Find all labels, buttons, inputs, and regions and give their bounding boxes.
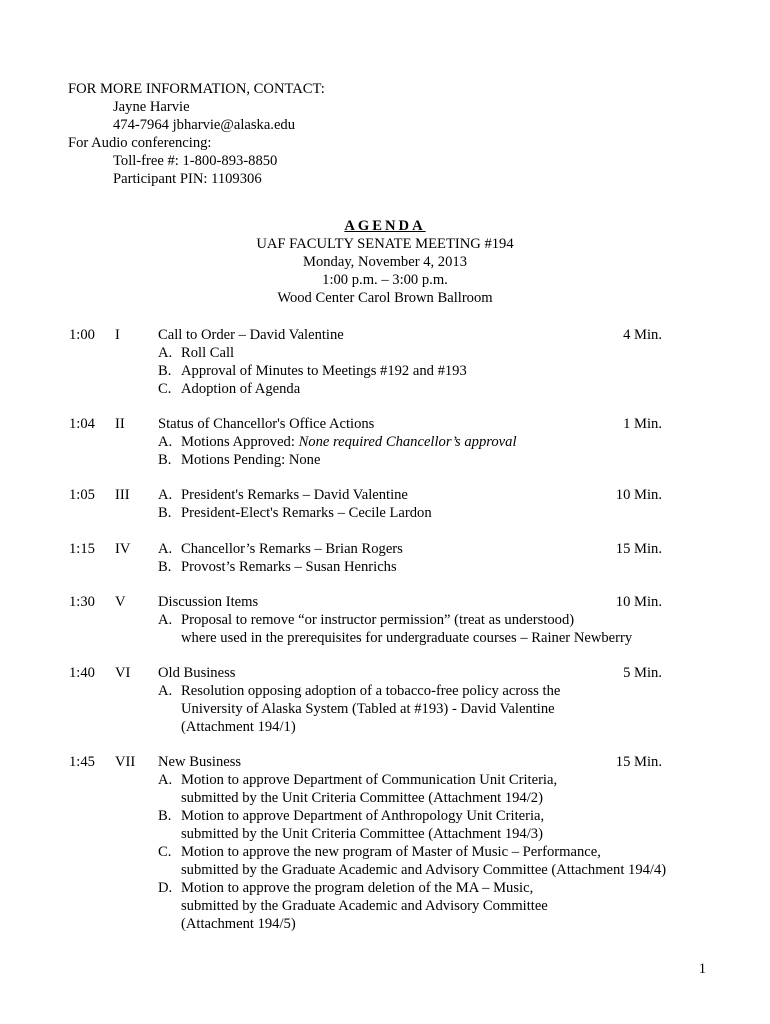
section-number: V [115,594,126,610]
section-time: 1:30 [69,594,95,610]
section-time: 1:45 [69,754,95,770]
agenda-item [158,879,666,897]
item-letter: B. [158,505,172,521]
agenda-item [158,558,403,576]
item-letter: D. [158,880,173,896]
tollfree-number: Toll-free #: 1-800-893-8850 [113,153,278,169]
page-number: 1 [698,961,706,977]
agenda-item [158,540,403,558]
section-duration: 1 Min. [623,416,662,432]
item-continuation: (Attachment 194/5) [181,916,296,932]
contact-phone-email: 474-7964 jbharvie@alaska.edu [113,117,296,133]
item-letter: A. [158,772,173,788]
item-continuation: where used in the prerequisites for undergraduate courses – Rainer Newberry [181,630,633,646]
meeting-location: Wood Center Carol Brown Ballroom [277,290,493,306]
item-text: Motions Pending: None [181,452,321,468]
section-number: IV [115,541,131,557]
item-text: Motion to approve Department of Anthropology Unit Criteria, [181,808,545,824]
meeting-time: 1:00 p.m. – 3:00 p.m. [322,272,448,288]
audio-heading: For Audio conferencing: [68,135,212,151]
item-text: Chancellor’s Remarks – Brian Rogers [181,541,403,557]
item-letter: A. [158,487,173,503]
agenda-item [158,682,560,700]
agenda-item [158,433,517,451]
section-time: 1:15 [69,541,95,557]
section-number: II [115,416,125,432]
item-text: Provost’s Remarks – Susan Henrichs [181,559,397,575]
contact-name: Jayne Harvie [113,99,190,115]
section-time: 1:00 [69,327,95,343]
item-text: Motion to approve Department of Communication Unit Criteria, [181,772,558,788]
section-number: VI [115,665,131,681]
section-time: 1:05 [69,487,95,503]
item-continuation: submitted by the Graduate Academic and Advisory Committee [181,898,548,914]
section-lines [158,415,517,469]
item-text: Proposal to remove “or instructor permission” (treat as understood) [181,612,575,628]
section-title: Old Business [158,665,236,681]
item-letter: A. [158,345,173,361]
section-number: I [115,327,120,343]
item-letter: A. [158,683,173,699]
item-continuation: University of Alaska System (Tabled at #193) - David Valentine [181,701,555,717]
section-lines [158,540,403,576]
item-text: President-Elect's Remarks – Cecile Lardon [181,505,432,521]
section-duration: 5 Min. [623,665,662,681]
section-duration: 15 Min. [615,541,662,557]
agenda-item [158,611,632,629]
section-lines [158,753,666,933]
section-duration: 10 Min. [615,594,662,610]
item-continuation: (Attachment 194/1) [181,719,296,735]
contact-block [68,80,325,188]
agenda-item [158,807,666,825]
item-text: Resolution opposing adoption of a tobacco-free policy across the [181,683,561,699]
agenda-item [158,451,517,469]
item-text: Roll Call [181,345,235,361]
section-title: New Business [158,754,242,770]
section-duration: 4 Min. [623,327,662,343]
agenda-item [158,843,666,861]
item-letter: A. [158,541,173,557]
agenda-heading [0,217,770,307]
agenda-item [158,380,467,398]
item-continuation: submitted by the Unit Criteria Committee (Attachment 194/2) [181,790,543,806]
section-duration: 10 Min. [615,487,662,503]
section-lines [158,593,632,647]
agenda-item [158,486,432,504]
section-title: Status of Chancellor's Office Actions [158,416,375,432]
item-text: Motions Approved: [181,434,299,450]
contact-heading: FOR MORE INFORMATION, CONTACT: [68,81,325,97]
section-number: VII [115,754,136,770]
section-title: Call to Order – David Valentine [158,327,344,343]
item-text: President's Remarks – David Valentine [181,487,408,503]
item-letter: A. [158,612,173,628]
item-letter: B. [158,559,172,575]
item-letter: C. [158,381,172,397]
item-text: Motion to approve the program deletion of the MA – Music, [181,880,534,896]
participant-pin: Participant PIN: 1109306 [113,171,262,187]
section-time: 1:04 [69,416,95,432]
section-lines [158,486,432,522]
item-continuation: submitted by the Graduate Academic and Advisory Committee (Attachment 194/4) [181,862,667,878]
item-letter: C. [158,844,172,860]
section-duration: 15 Min. [615,754,662,770]
section-title: Discussion Items [158,594,259,610]
agenda-item [158,344,467,362]
agenda-title: AGENDA [344,218,426,234]
agenda-item [158,771,666,789]
agenda-item [158,504,432,522]
item-letter: B. [158,363,172,379]
item-text: Approval of Minutes to Meetings #192 and #193 [181,363,467,379]
item-letter: A. [158,434,173,450]
section-time: 1:40 [69,665,95,681]
item-italic-text: None required Chancellor’s approval [298,434,517,450]
item-text: Adoption of Agenda [181,381,301,397]
section-number: III [115,487,130,503]
item-text: Motion to approve the new program of Master of Music – Performance, [181,844,601,860]
agenda-item [158,362,467,380]
item-letter: B. [158,452,172,468]
section-lines [158,326,467,398]
meeting-title: UAF FACULTY SENATE MEETING #194 [256,236,514,252]
item-letter: B. [158,808,172,824]
meeting-date: Monday, November 4, 2013 [302,254,467,270]
section-lines [158,664,560,736]
item-continuation: submitted by the Unit Criteria Committee (Attachment 194/3) [181,826,543,842]
